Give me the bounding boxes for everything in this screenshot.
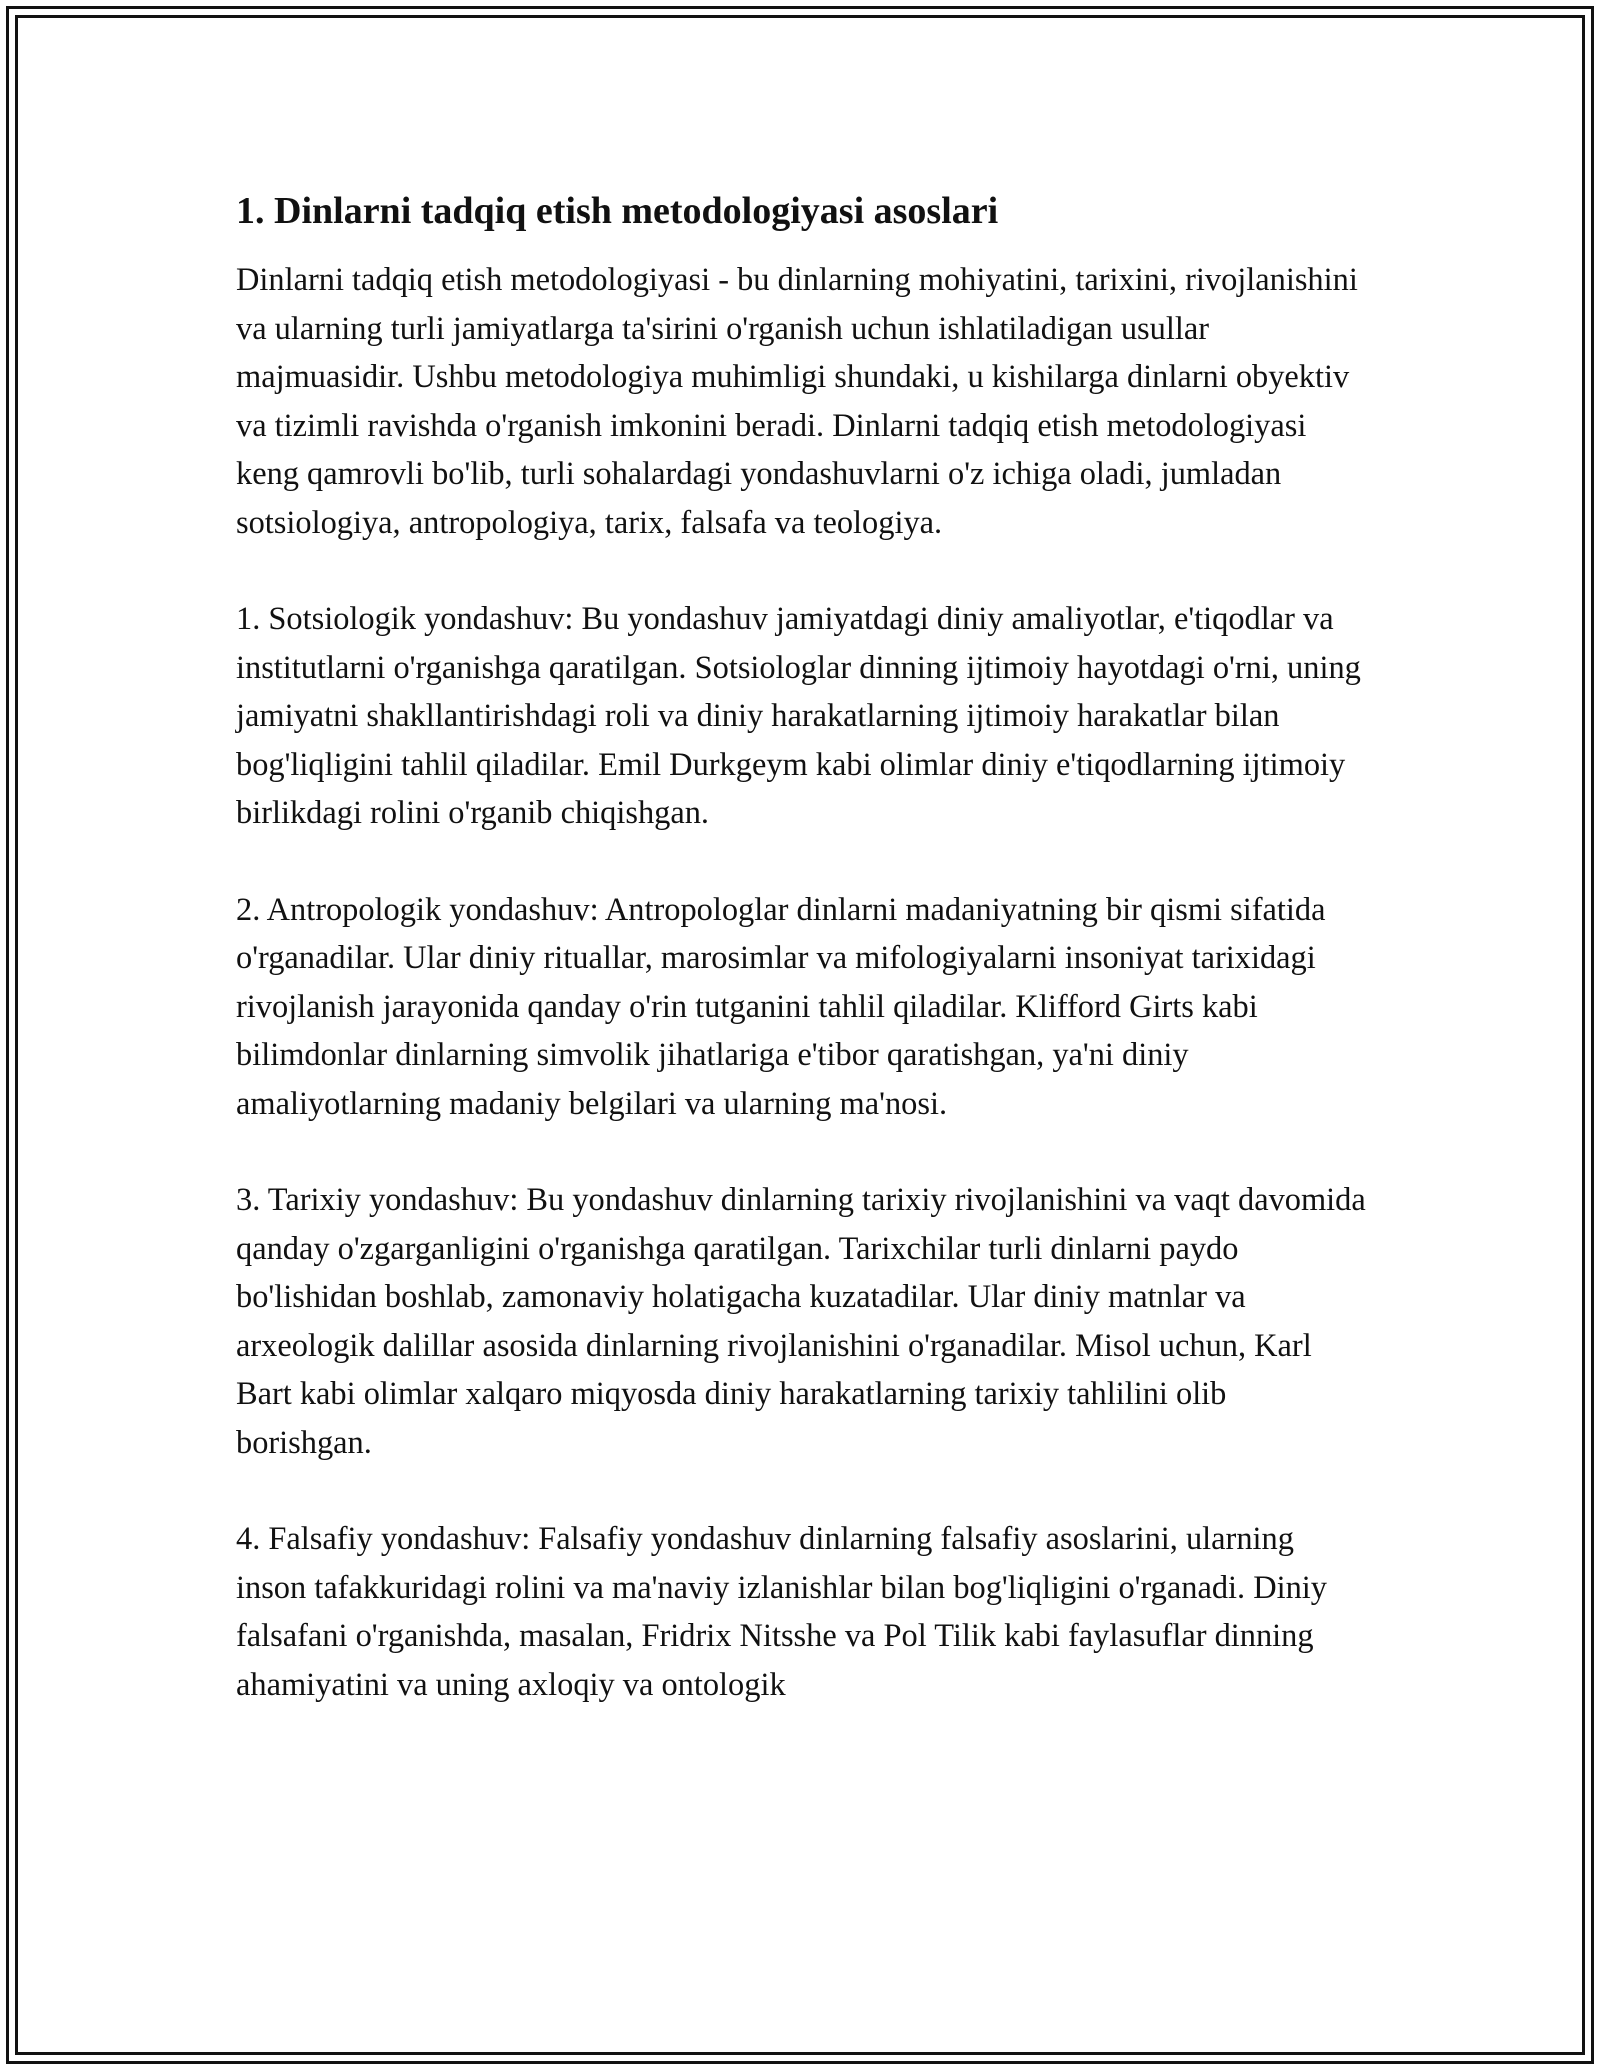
historical-approach-paragraph: 3. Tarixiy yondashuv: Bu yondashuv dinlarning tarixiy rivojlanishini va vaqt davomida qanday o'zgarganligini o'rganishga qaratilgan. Tarixchilar turli dinlarni paydo bo'lishidan boshlab, zamonaviy holatigacha kuzatadilar. Ular diniy matnlar va arxeologik dalillar asosida dinlarning rivojlanishini o'rganadilar. Misol uchun, Karl Bart kabi olimlar xalqaro miqyosda diniy harakatlarning tarixiy tahlilini olib borishgan. xyxy=(236,1182,1366,1461)
section-heading: 1. Dinlarni tadqiq etish metodologiyasi asoslari xyxy=(236,190,999,232)
document-body xyxy=(236,186,1366,1709)
intro-paragraph: Dinlarni tadqiq etish metodologiyasi - bu dinlarning mohiyatini, tarixini, rivojlanishini va ularning turli jamiyatlarga ta'sirini o'rganish uchun ishlatiladigan usullar majmuasidir. Ushbu metodologiya muhimligi shundaki, u kishilarga dinlarni obyektiv va tizimli ravishda o'rganish imkonini beradi. Dinlarni tadqiq etish metodologiyasi keng qamrovli bo'lib, turli sohalardagi yondashuvlarni o'z ichiga oladi, jumladan sotsiologiya, antropologiya, tarix, falsafa va teologiya. xyxy=(236,262,1358,541)
philosophical-approach-paragraph: 4. Falsafiy yondashuv: Falsafiy yondashuv dinlarning falsafiy asoslarini, ularning inson tafakkuridagi rolini va ma'naviy izlanishlar bilan bog'liqligini o'rganadi. Diniy falsafani o'rganishda, masalan, Fridrix Nitsshe va Pol Tilik kabi faylasuflar dinning ahamiyatini va uning axloqiy va ontologik xyxy=(236,1521,1327,1703)
sociological-approach-paragraph: 1. Sotsiologik yondashuv: Bu yondashuv jamiyatdagi diniy amaliyotlar, e'tiqodlar va institutlarni o'rganishga qaratilgan. Sotsiologlar dinning ijtimoiy hayotdagi o'rni, uning jamiyatni shakllantirishdagi roli va diniy harakatlarning ijtimoiy harakatlar bilan bog'liqligini tahlil qiladilar. Emil Durkgeym kabi olimlar diniy e'tiqodlarning ijtimoiy birlikdagi rolini o'rganib chiqishgan. xyxy=(236,601,1361,831)
anthropological-approach-paragraph: 2. Antropologik yondashuv: Antropologlar dinlarni madaniyatning bir qismi sifatida o'rganadilar. Ular diniy rituallar, marosimlar va mifologiyalarni insoniyat tarixidagi rivojlanish jarayonida qanday o'rin tutganini tahlil qiladilar. Klifford Girts kabi bilimdonlar dinlarning simvolik jihatlariga e'tibor qaratishgan, ya'ni diniy amaliyotlarning madaniy belgilari va ularning ma'nosi. xyxy=(236,891,1326,1122)
